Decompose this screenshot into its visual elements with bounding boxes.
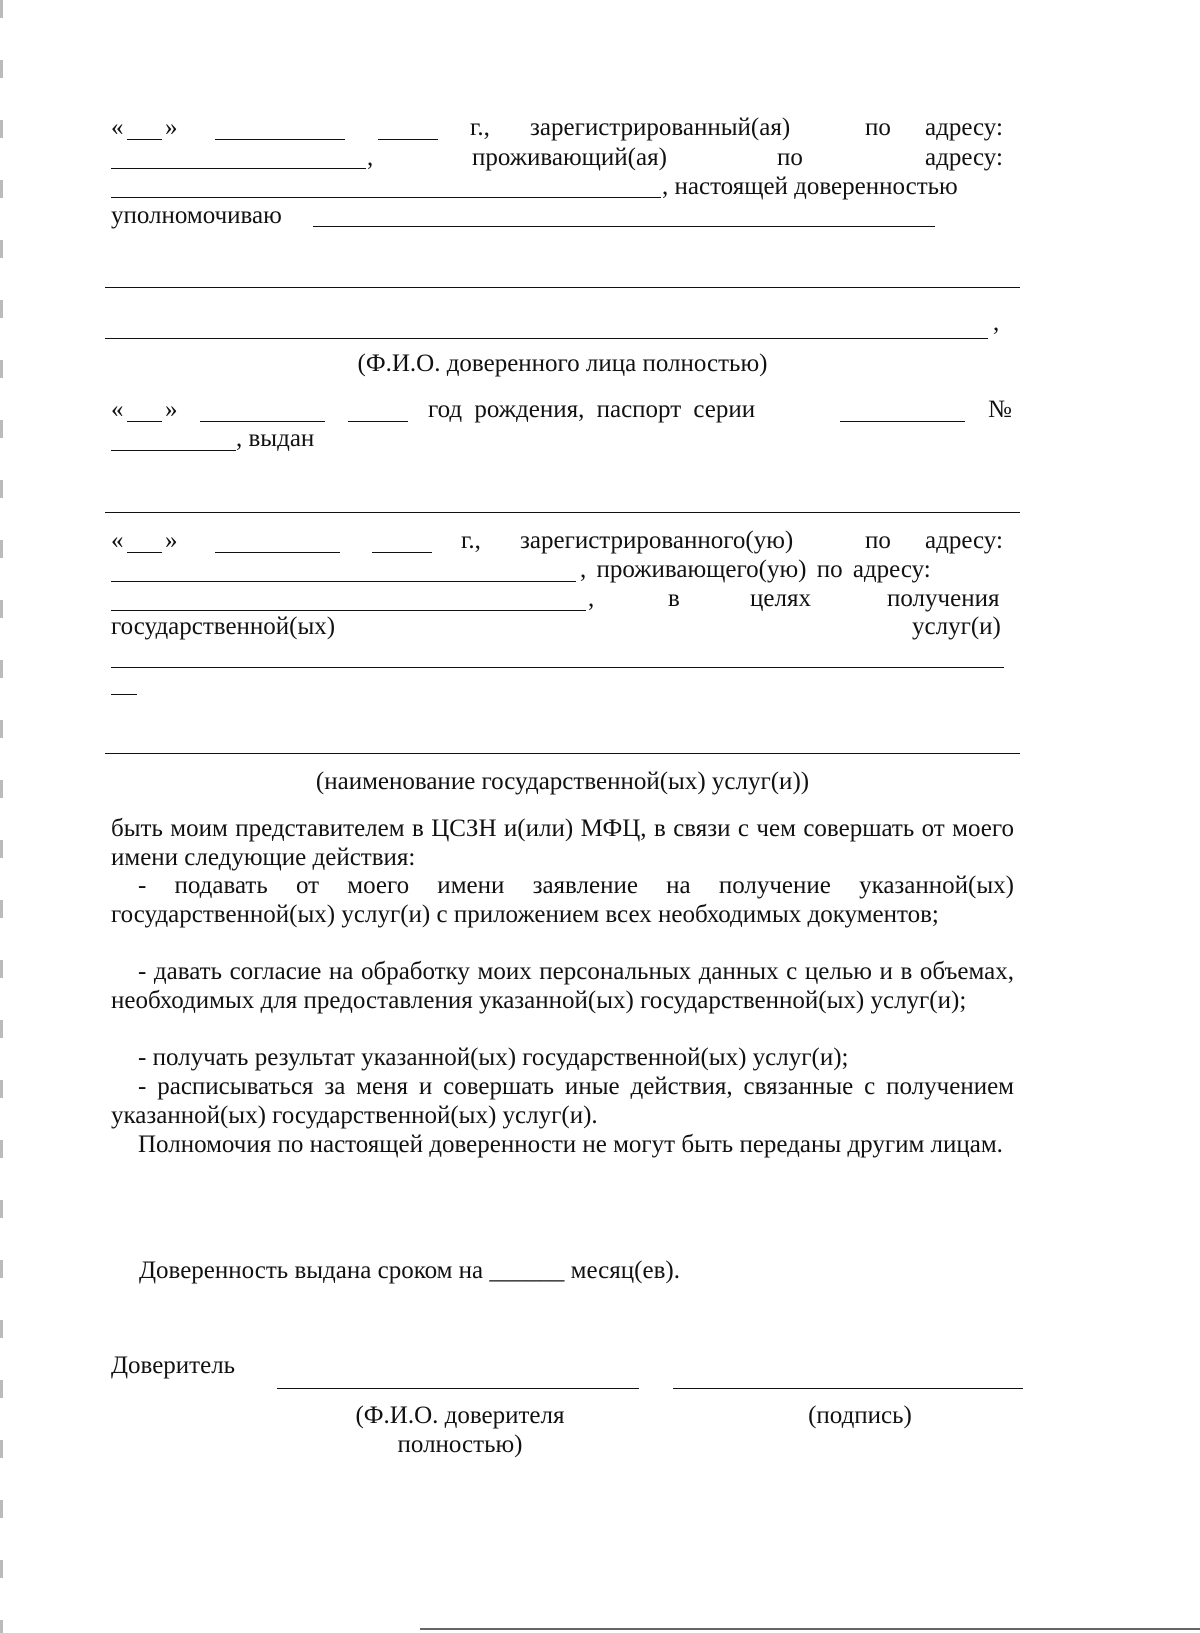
date-quote-open: «: [111, 114, 124, 141]
number-sign: №: [988, 396, 1012, 423]
year-blank: [378, 139, 438, 140]
residing-label: , проживающего(ую) по адресу:: [580, 556, 931, 583]
validity-after: месяц(ев).: [570, 1257, 680, 1284]
validity-blank: ______: [489, 1257, 565, 1284]
scan-edge-bottom: [420, 1628, 1200, 1630]
body-paragraph-5: - расписываться за меня и совершать иные действия, связанные с получением указанной(ых) государственной(ых) услуг(и).: [111, 1073, 1014, 1129]
caption-services-name: (наименование государственной(ых) услуг(и)): [315, 768, 810, 795]
year-blank: [372, 552, 432, 553]
services-name-line-stub: [111, 694, 137, 695]
registration-address-blank: [111, 168, 366, 169]
date-quote-open: «: [111, 527, 124, 554]
year-blank: [348, 421, 408, 422]
date-quote-close: »: [165, 396, 178, 423]
body-paragraph-3: - давать согласие на обработку моих персональных данных с целью и в объемах, необходимых для предоставления указанной(ых) государственной(ых) услуг(и);: [111, 958, 1014, 1014]
caption-signature: (подпись): [808, 1402, 912, 1429]
residence-address-blank: [111, 610, 586, 611]
po-label: по: [865, 527, 891, 554]
services-label: услуг(и): [912, 613, 1001, 640]
month-blank: [200, 421, 325, 422]
po-label: по: [865, 114, 891, 141]
services-name-line-1: [111, 667, 1004, 668]
trustee-name-blank: [313, 226, 935, 227]
state-label: государственной(ых): [111, 613, 336, 640]
month-blank: [215, 552, 340, 553]
caption-trustee-name: (Ф.И.О. доверенного лица полностью): [357, 350, 768, 377]
purpose-word: целях: [750, 585, 811, 612]
date-quote-open: «: [111, 396, 124, 423]
date-quote-close: »: [165, 527, 178, 554]
comma: ,: [993, 309, 1000, 336]
services-name-line-2: [105, 753, 1020, 754]
issued-by-line: [105, 512, 1020, 513]
trustee-name-line-2: [105, 287, 1020, 288]
principal-name-line: [277, 1388, 639, 1389]
registered-label: зарегистрированный(ая): [530, 114, 791, 141]
comma: ,: [588, 585, 595, 612]
purpose-word: получения: [887, 585, 1000, 612]
issued-label: , выдан: [236, 425, 315, 452]
passport-series-blank: [840, 421, 965, 422]
address-label: адресу:: [925, 144, 1003, 171]
body-paragraph-1: быть моим представителем в ЦСЗН и(или) МФЦ, в связи с чем совершать от моего имени следующие действия:: [111, 815, 1014, 871]
passport-number-blank: [111, 450, 236, 451]
scan-edge-left: [0, 0, 3, 1633]
year-suffix: г.,: [470, 114, 490, 141]
day-blank: [127, 139, 162, 140]
registration-address-blank: [111, 581, 576, 582]
authorize-label: уполномочиваю: [111, 202, 282, 229]
caption-principal-name-cont: полностью): [397, 1431, 523, 1458]
body-paragraph-6: Полномочия по настоящей доверенности не могут быть переданы другим лицам.: [138, 1131, 1003, 1158]
trustee-name-line-3: [105, 338, 988, 339]
validity-before: Доверенность выдана сроком на: [139, 1257, 484, 1284]
date-quote-close: »: [165, 114, 178, 141]
day-blank: [127, 552, 162, 553]
purpose-word: в: [668, 585, 680, 612]
residing-label: проживающий(ая): [472, 144, 667, 171]
year-suffix: г.,: [461, 527, 481, 554]
principal-signature-line: [673, 1388, 1023, 1389]
registered-label: зарегистрированного(ую): [520, 527, 794, 554]
po-label: по: [777, 144, 803, 171]
body-paragraph-2: - подавать от моего имени заявление на получение указанной(ых) государственной(ых) услуг(и) с приложением всех необходимых документов;: [111, 872, 1014, 928]
authorize-phrase: , настоящей доверенностью: [662, 173, 958, 200]
comma: ,: [367, 144, 374, 171]
principal-label: Доверитель: [111, 1352, 236, 1379]
day-blank: [127, 421, 162, 422]
address-label: адресу:: [925, 527, 1003, 554]
validity-text: [139, 1257, 680, 1285]
body-paragraph-4: - получать результат указанной(ых) государственной(ых) услуг(и);: [138, 1044, 849, 1071]
month-blank: [215, 139, 345, 140]
residence-address-blank: [111, 197, 661, 198]
caption-principal-name: (Ф.И.О. доверителя: [355, 1402, 565, 1429]
address-label: адресу:: [925, 114, 1003, 141]
birth-passport-label: год рождения, паспорт серии: [428, 396, 756, 423]
